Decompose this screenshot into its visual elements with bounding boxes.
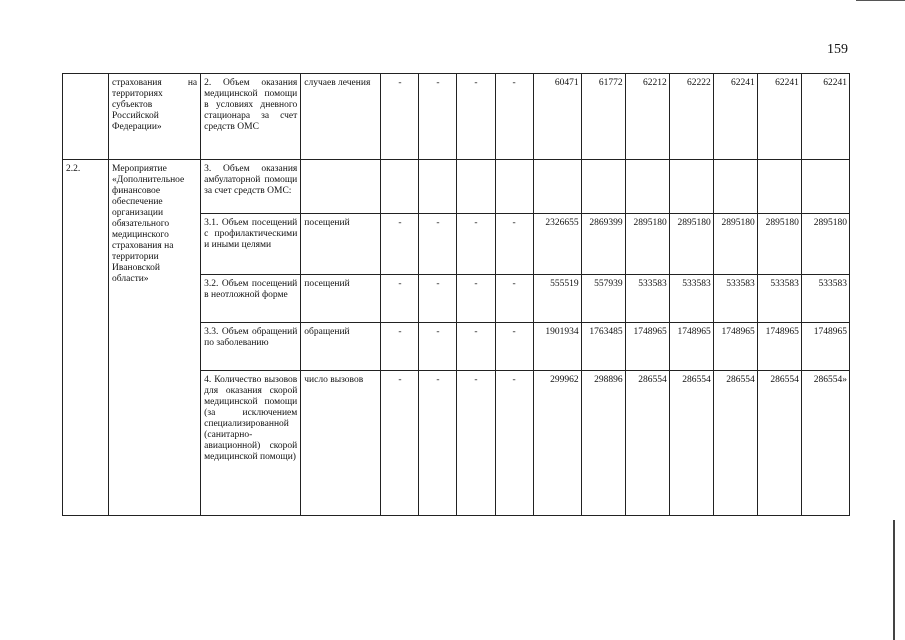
unit-cell: посещений — [301, 214, 381, 275]
value-cell: 533583 — [669, 275, 713, 323]
unit-cell: случаев лечения — [301, 74, 381, 160]
indicator-cell: 4. Количество вызовов для оказания скорой медицинской помощи (за исключением специализированной (санитарно-авиационной) скорой медицинской помощи) — [201, 371, 301, 516]
value-cell: 62212 — [625, 74, 669, 160]
scan-edge-top — [856, 0, 905, 1]
value-cell: 1748965 — [625, 323, 669, 371]
value-cell: 62222 — [669, 74, 713, 160]
value-cell: - — [419, 214, 457, 275]
indicator-cell: 2. Объем оказания медицинской помощи в условиях дневного стационара за счет средств ОМС — [201, 74, 301, 160]
page-number: 159 — [827, 42, 848, 57]
value-cell: 555519 — [533, 275, 581, 323]
value-cell — [533, 160, 581, 214]
value-cell: 62241 — [801, 74, 849, 160]
value-cell: - — [381, 74, 419, 160]
table-row — [63, 74, 850, 160]
indicator-cell: 3. Объем оказания амбулаторной помощи за счет средств ОМС: — [201, 160, 301, 214]
value-cell: 1901934 — [533, 323, 581, 371]
value-cell — [581, 160, 625, 214]
value-cell: - — [457, 214, 495, 275]
value-cell — [757, 160, 801, 214]
value-cell: - — [457, 371, 495, 516]
value-cell: - — [419, 74, 457, 160]
table-row — [63, 160, 850, 214]
value-cell: 286554 — [757, 371, 801, 516]
event-cell: страхования на территориях субъектов Российской Федерации» — [109, 74, 201, 160]
value-cell: 286554 — [625, 371, 669, 516]
value-cell: - — [381, 371, 419, 516]
value-cell: 1748965 — [801, 323, 849, 371]
row-number-cell — [63, 74, 109, 160]
value-cell: - — [457, 323, 495, 371]
value-cell: - — [495, 275, 533, 323]
value-cell — [381, 160, 419, 214]
value-cell — [419, 160, 457, 214]
value-cell: 299962 — [533, 371, 581, 516]
value-cell: - — [419, 275, 457, 323]
program-indicators-table — [62, 73, 850, 516]
value-cell — [625, 160, 669, 214]
value-cell: - — [381, 214, 419, 275]
value-cell — [713, 160, 757, 214]
indicator-cell: 3.2. Объем посещений в неотложной форме — [201, 275, 301, 323]
value-cell: - — [419, 371, 457, 516]
value-cell: 286554» — [801, 371, 849, 516]
value-cell: - — [495, 214, 533, 275]
value-cell: 286554 — [713, 371, 757, 516]
value-cell: 60471 — [533, 74, 581, 160]
value-cell — [457, 160, 495, 214]
value-cell: - — [495, 323, 533, 371]
value-cell: 62241 — [713, 74, 757, 160]
value-cell: - — [457, 275, 495, 323]
value-cell: 298896 — [581, 371, 625, 516]
value-cell: 533583 — [713, 275, 757, 323]
scan-edge-right — [893, 520, 895, 640]
value-cell: - — [419, 323, 457, 371]
value-cell: 2895180 — [801, 214, 849, 275]
value-cell: 62241 — [757, 74, 801, 160]
value-cell: - — [381, 323, 419, 371]
value-cell: 533583 — [801, 275, 849, 323]
indicator-cell: 3.3. Объем обращений по заболеванию — [201, 323, 301, 371]
value-cell: 2895180 — [669, 214, 713, 275]
value-cell: 533583 — [757, 275, 801, 323]
value-cell: 2895180 — [625, 214, 669, 275]
unit-cell — [301, 160, 381, 214]
value-cell — [669, 160, 713, 214]
row-number-cell: 2.2. — [63, 160, 109, 516]
value-cell — [801, 160, 849, 214]
value-cell: - — [495, 74, 533, 160]
unit-cell: посещений — [301, 275, 381, 323]
event-cell: Мероприятие «Дополнительное финансовое обеспечение организации обязательного медицинского страхования на территории Ивановской области» — [109, 160, 201, 516]
value-cell: 1763485 — [581, 323, 625, 371]
value-cell: 2895180 — [757, 214, 801, 275]
value-cell: - — [381, 275, 419, 323]
unit-cell: обращений — [301, 323, 381, 371]
indicator-cell: 3.1. Объем посещений с профилактическими и иными целями — [201, 214, 301, 275]
value-cell: 557939 — [581, 275, 625, 323]
value-cell: - — [495, 371, 533, 516]
value-cell: 2326655 — [533, 214, 581, 275]
value-cell: 61772 — [581, 74, 625, 160]
value-cell: 1748965 — [669, 323, 713, 371]
value-cell: 533583 — [625, 275, 669, 323]
value-cell — [495, 160, 533, 214]
value-cell: 2869399 — [581, 214, 625, 275]
value-cell: 1748965 — [713, 323, 757, 371]
unit-cell: число вызовов — [301, 371, 381, 516]
value-cell: 1748965 — [757, 323, 801, 371]
value-cell: 286554 — [669, 371, 713, 516]
value-cell: 2895180 — [713, 214, 757, 275]
value-cell: - — [457, 74, 495, 160]
